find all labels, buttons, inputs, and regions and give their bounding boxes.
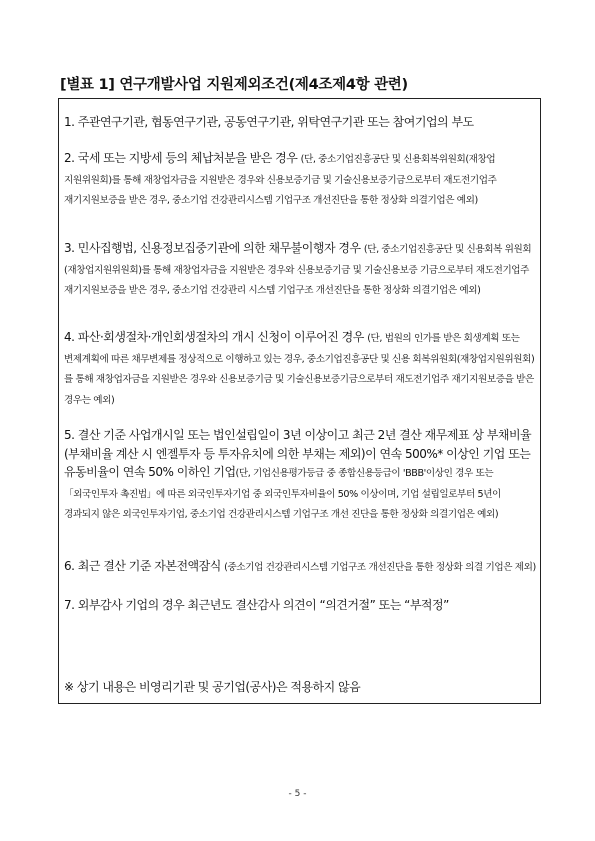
condition-item-7 [64,597,536,614]
condition-item-6 [64,557,536,577]
condition-detail-text: (단, 중소기업진흥공단 및 신용회복 위원회(재창업지원위원회)를 통해 재창업자금을 지원받은 경우와 신용보증기금 및 기술신용보증 기금으로부터 재도전기업주 재기지원보증을 받은 경우, 중소기업 건강관리 시스템 기업구조 개선진단을 통한 정상화 의결기업은 예외) [64,244,532,296]
condition-item-5 [64,426,536,525]
document-title: [별표 1] 연구개발사업 지원제외조건(제4조제4항 관련) [60,77,408,93]
condition-item-4 [64,328,536,410]
condition-detail-text: (단, 법원의 인가를 받은 회생계획 또는 변제계획에 따른 채무변제를 정상적으로 이행하고 있는 경우, 중소기업진흥공단 및 신용 회복위원회(재창업지원위원회)를 통해 재창업자금을 지원받은 경우와 신용보증기금 및 기술신용보증기금으로부터 재도전기업주 재기지원보증을 받은 경우는 예외) [64,333,535,406]
condition-item-3 [64,239,536,301]
condition-item-2 [64,149,536,211]
condition-detail-text: (중소기업 건강관리시스템 기업구조 개선진단을 통한 정상화 의결 기업은 제외) [224,562,536,573]
page-number: - 5 - [288,789,307,799]
exemption-note: ※ 상기 내용은 비영리기관 및 공기업(공사)은 적용하지 않음 [64,680,361,694]
condition-item-1 [64,114,536,131]
condition-main-text: 7. 외부감사 기업의 경우 최근년도 결산감사 의견이 “의견거절” 또는 “부적정” [64,598,449,612]
condition-main-text: 5. 결산 기준 사업개시일 또는 법인설립일이 3년 이상이고 최근 2년 결산 재무제표 상 부채비율 (부채비율 계산 시 엔젤투자 등 투자유치에 의한 부채는 제외)이 연속 500%* 이상인 기업 또는 유동비율이 연속 50% 이하인 기업 [64,428,532,479]
condition-detail-text: (단, 기업신용평가등급 중 종합신용등급이 'BBB'이상인 경우 또는 「외국인투자 촉진법」에 따른 외국인투자기업 중 외국인투자비율이 50% 이상이며, 기업 설립일로부터 5년이 경과되지 않은 외국인투자기업, 중소기업 건강관리시스템 기업구조 개선 진단을 통한 정상화 의결기업은 예외) [64,468,501,520]
condition-main-text: 4. 파산·회생절차·개인회생절차의 개시 신청이 이루어진 경우 [64,330,368,344]
condition-main-text: 6. 최근 결산 기준 자본전액잠식 [64,559,225,573]
condition-main-text: 3. 민사집행법, 신용정보집중기관에 의한 채무불이행자 경우 [64,241,364,255]
condition-main-text: 2. 국세 또는 지방세 등의 체납처분을 받은 경우 [64,151,301,165]
exclusion-conditions-box [58,98,541,704]
condition-main-text: 1. 주관연구기관, 협동연구기관, 공동연구기관, 위탁연구기관 또는 참여기업의 부도 [64,115,474,129]
condition-detail-text: (단, 중소기업진흥공단 및 신용회복위원회(재창업 지원위원회)를 통해 재창업자금을 지원받은 경우와 신용보증기금 및 기술신용보증기금으로부터 재도전기업주 재기지원보증을 받은 경우, 중소기업 건강관리시스템 기업구조 개선진단을 통한 정상화 의결기업은 예외) [64,154,497,206]
